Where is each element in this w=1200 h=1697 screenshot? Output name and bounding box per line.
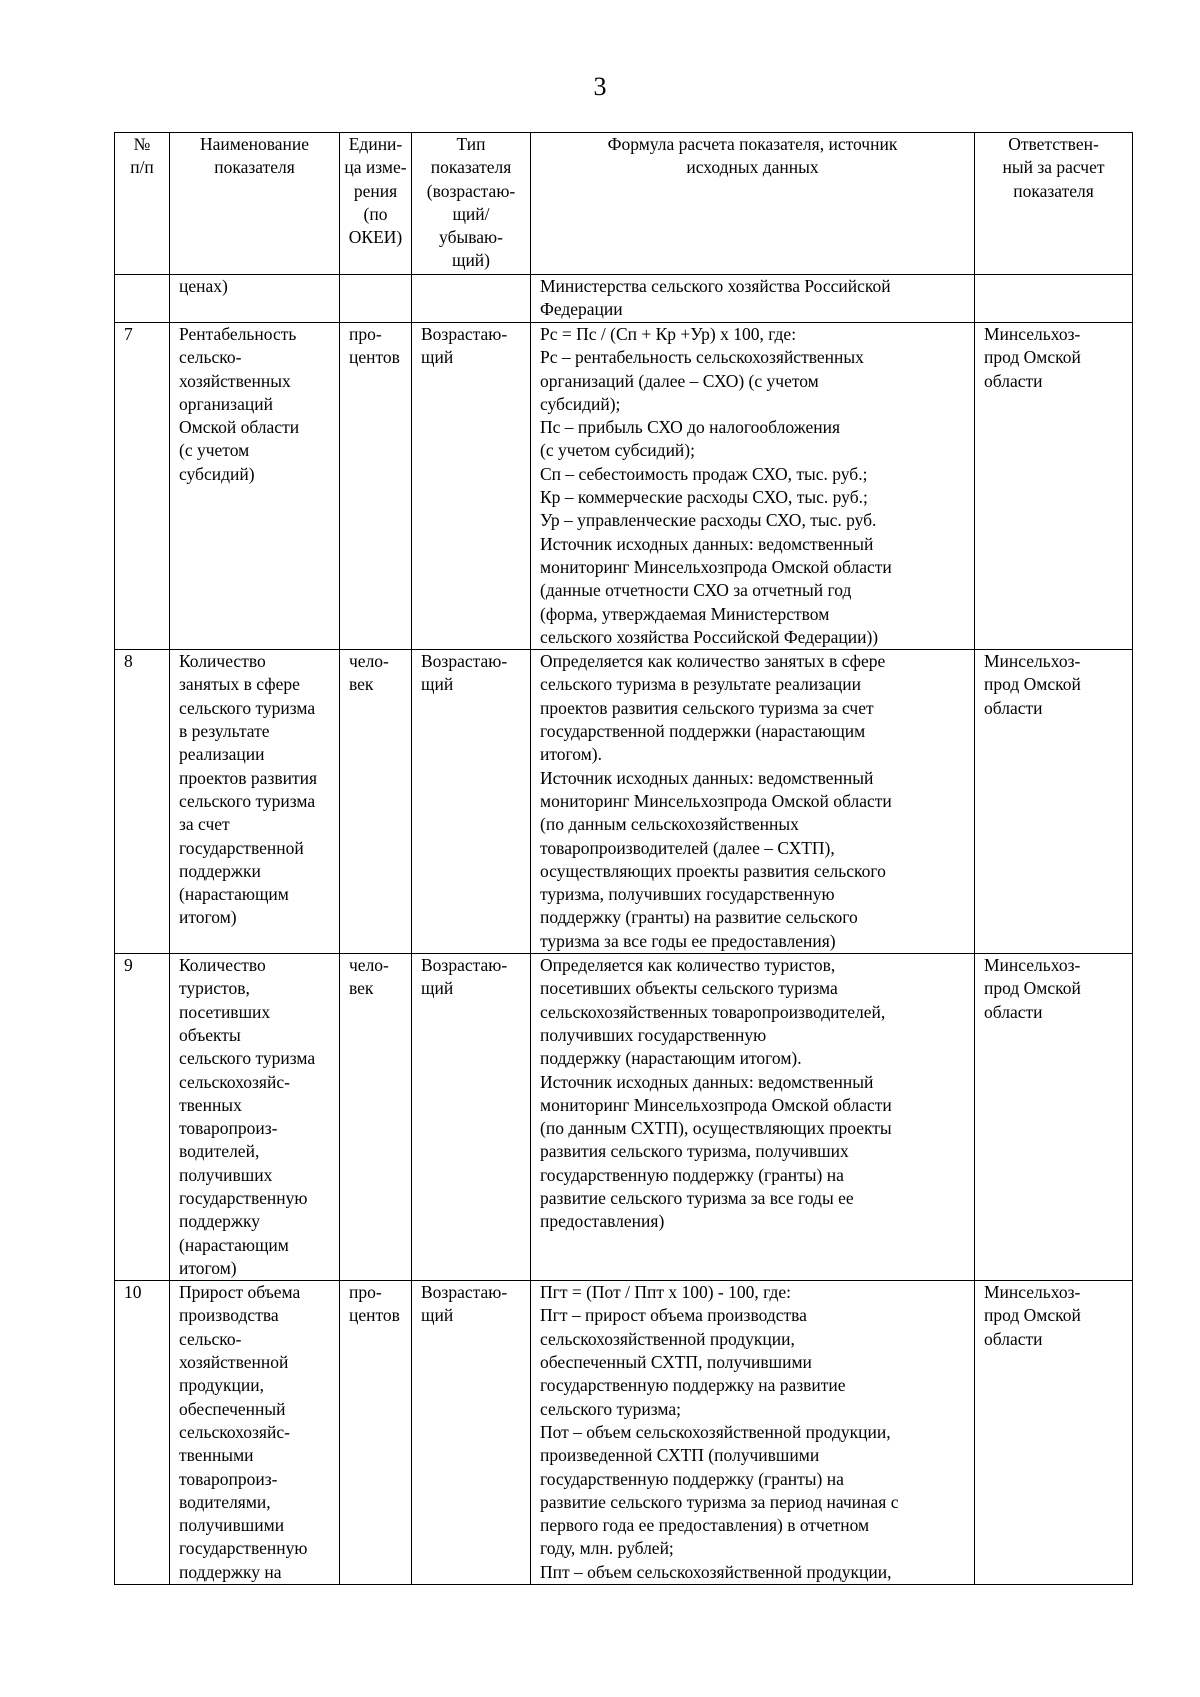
text-line: поддержки	[179, 860, 261, 881]
text-line: щий	[421, 978, 454, 999]
text-line: товаропроиз-	[179, 1468, 278, 1489]
text-line: чело-	[349, 651, 389, 672]
text-line: щий/	[452, 203, 490, 224]
text-line: (форма, утверждаемая Министерством	[540, 603, 830, 624]
text-line: Федерации	[540, 299, 623, 320]
text-line: обеспеченный	[179, 1398, 286, 1419]
text-line: (данные отчетности СХО за отчетный год	[540, 580, 852, 601]
text-line: показателя	[214, 157, 295, 178]
text-line: Количество	[179, 651, 266, 672]
text-line: (по	[363, 203, 388, 224]
text-line: Рентабельность	[179, 324, 297, 344]
text-line: сельского туризма	[179, 1048, 316, 1069]
text-line: товаропроиз-	[179, 1118, 278, 1139]
text-line: (по данным СХТП), осуществляющих проекты	[540, 1118, 892, 1139]
text-line: про-	[349, 1282, 382, 1303]
text-line: Возрастаю-	[421, 324, 508, 344]
text-line: век	[349, 674, 374, 695]
text-line: ОКЕИ)	[348, 227, 403, 248]
row-number	[115, 275, 170, 323]
text-line: объекты	[179, 1024, 241, 1045]
indicator-type	[412, 1281, 531, 1585]
text-line: государственную поддержку (гранты) на	[540, 1468, 844, 1489]
text-line: области	[984, 1328, 1043, 1349]
text-line: Пгт = (Пот / Ппт х 100) - 100, где:	[540, 1282, 791, 1303]
text-line: ный за расчет	[1002, 157, 1105, 178]
text-line: п/п	[130, 157, 154, 178]
formula	[531, 323, 975, 650]
row-number	[115, 650, 170, 954]
text-line: обеспеченный СХТП, получившими	[540, 1352, 812, 1373]
text-line: Кр – коммерческие расходы СХО, тыс. руб.;	[540, 487, 868, 508]
table-row	[115, 323, 1133, 650]
text-line: организаций	[179, 393, 273, 414]
indicator-name	[170, 650, 340, 954]
text-line: получившими	[179, 1515, 285, 1536]
text-line: про-	[349, 324, 382, 344]
text-line: Возрастаю-	[421, 651, 508, 672]
text-line: сельского хозяйства Российской Федерации))	[540, 626, 879, 647]
formula	[531, 1281, 975, 1585]
text-line: рения	[353, 180, 398, 201]
text-line: Ур – управленческие расходы СХО, тыс. руб.	[540, 510, 877, 531]
text-line: Пот – объем сельскохозяйственной продукции,	[540, 1421, 891, 1442]
text-line: итогом)	[179, 907, 237, 928]
row-number	[115, 1281, 170, 1585]
indicator-type	[412, 954, 531, 1281]
text-line: поддержку (нарастающим итогом).	[540, 1048, 802, 1069]
text-line: государственную поддержку (гранты) на	[540, 1164, 844, 1185]
text-line: щий	[421, 347, 454, 368]
text-line: 9	[124, 955, 133, 976]
text-line: посетивших объекты сельского туризма	[540, 978, 838, 999]
text-line: занятых в сфере	[179, 674, 300, 695]
text-line	[124, 275, 164, 298]
indicator-name	[170, 954, 340, 1281]
text-line: убываю-	[439, 227, 503, 248]
text-line: за счет	[179, 814, 230, 835]
text-line: водителей,	[179, 1141, 260, 1162]
text-line: Источник исходных данных: ведомственный	[540, 533, 874, 554]
text-line: сельскохозяйс-	[179, 1071, 290, 1092]
text-line: щий	[421, 674, 454, 695]
formula	[531, 275, 975, 323]
text-line: мониторинг Минсельхозпрода Омской области	[540, 556, 892, 577]
table-row	[115, 1281, 1133, 1585]
text-line: предоставления)	[540, 1211, 665, 1232]
text-line: прод Омской	[984, 978, 1081, 999]
text-line: Количество	[179, 955, 266, 976]
text-line: сельскохозяйс-	[179, 1421, 290, 1442]
unit	[340, 650, 412, 954]
text-line: №	[133, 134, 151, 154]
header-formula	[531, 133, 975, 275]
text-line: Пс – прибыль СХО до налогообложения	[540, 417, 841, 438]
indicator-name	[170, 275, 340, 323]
text-line: государственную поддержку на развитие	[540, 1375, 846, 1396]
text-line: сельского туризма	[179, 697, 316, 718]
unit	[340, 323, 412, 650]
table-row	[115, 954, 1133, 1281]
text-line: получивших	[179, 1164, 273, 1185]
unit	[340, 1281, 412, 1585]
text-line: Возрастаю-	[421, 1282, 508, 1303]
text-line	[984, 275, 1127, 298]
text-line: Едини-	[348, 134, 403, 154]
text-line: поддержку	[179, 1211, 261, 1232]
text-line: прод Омской	[984, 347, 1081, 368]
responsible	[975, 275, 1133, 323]
text-line: показателя	[430, 157, 512, 178]
text-line: щий)	[451, 250, 491, 271]
text-line: Наименование	[199, 134, 310, 154]
text-line: (по данным сельскохозяйственных	[540, 814, 799, 835]
text-line: осуществляющих проекты развития сельского	[540, 860, 886, 881]
text-line: сельского туризма в результате реализации	[540, 674, 861, 695]
text-line: центов	[349, 347, 400, 368]
text-line: исходных данных	[686, 157, 819, 178]
header-indicator-name	[170, 133, 340, 275]
formula	[531, 954, 975, 1281]
table-row	[115, 650, 1133, 954]
text-line: ценах)	[179, 276, 228, 296]
page-number: 3	[593, 72, 607, 101]
text-line: Ппт – объем сельскохозяйственной продукции,	[540, 1561, 892, 1582]
text-line: получивших государственную	[540, 1024, 767, 1045]
text-line: Тип	[456, 134, 486, 154]
row-number	[115, 954, 170, 1281]
text-line: продукции,	[179, 1375, 264, 1396]
text-line: первого года ее предоставления) в отчетном	[540, 1515, 870, 1536]
indicator-type	[412, 323, 531, 650]
text-line: государственной поддержки (нарастающим	[540, 721, 866, 742]
text-line: государственную	[179, 1187, 308, 1208]
text-line: Прирост объема	[179, 1282, 301, 1303]
text-line: произведенной СХТП (получившими	[540, 1445, 820, 1466]
indicators-table	[114, 132, 1133, 1585]
text-line: проектов развития сельского туризма за счет	[540, 697, 874, 718]
text-line: Рс – рентабельность сельскохозяйственных	[540, 347, 864, 368]
text-line: 7	[124, 324, 133, 344]
text-line: 10	[124, 1282, 142, 1303]
text-line: Минсельхоз-	[984, 651, 1081, 672]
text-line: Министерства сельского хозяйства Российской	[540, 276, 891, 296]
text-line: посетивших	[179, 1001, 271, 1022]
text-line: Минсельхоз-	[984, 955, 1081, 976]
responsible	[975, 323, 1133, 650]
text-line: Минсельхоз-	[984, 324, 1081, 344]
text-line: Рс = Пс / (Сп + Кр +Ур) х 100, где:	[540, 324, 797, 344]
text-line: сельско-	[179, 347, 242, 368]
indicator-type	[412, 275, 531, 323]
text-line: поддержку на	[179, 1561, 282, 1582]
header-number	[115, 133, 170, 275]
text-line: туризма, получивших государственную	[540, 884, 835, 905]
header-indicator-type	[412, 133, 531, 275]
text-line: сельскохозяйственной продукции,	[540, 1328, 795, 1349]
text-line: (с учетом	[179, 440, 250, 461]
text-line: Источник исходных данных: ведомственный	[540, 1071, 874, 1092]
text-line: туризма за все годы ее предоставления)	[540, 930, 836, 951]
text-line: век	[349, 978, 374, 999]
text-line: Определяется как количество туристов,	[540, 955, 836, 976]
text-line: Омской области	[179, 417, 300, 438]
text-line: Возрастаю-	[421, 955, 508, 976]
text-line: реализации	[179, 744, 265, 765]
text-line: 8	[124, 651, 133, 672]
text-line: сельского туризма	[179, 790, 316, 811]
header-unit	[340, 133, 412, 275]
text-line: прод Омской	[984, 674, 1081, 695]
text-line: туристов,	[179, 978, 250, 999]
text-line: субсидий);	[540, 393, 621, 414]
header-responsible	[975, 133, 1133, 275]
text-line: мониторинг Минсельхозпрода Омской области	[540, 1094, 892, 1115]
text-line: государственной	[179, 837, 304, 858]
text-line: Определяется как количество занятых в сфере	[540, 651, 886, 672]
row-number	[115, 323, 170, 650]
text-line: области	[984, 370, 1043, 391]
text-line: Минсельхоз-	[984, 1282, 1081, 1303]
text-line: субсидий)	[179, 463, 255, 484]
text-line: сельского туризма;	[540, 1398, 681, 1419]
text-line: твенных	[179, 1094, 242, 1115]
text-line: центов	[349, 1305, 400, 1326]
text-line: Источник исходных данных: ведомственный	[540, 767, 874, 788]
text-line: прод Омской	[984, 1305, 1081, 1326]
text-line: ца изме-	[344, 157, 407, 178]
text-line: развитие сельского туризма за период начиная с	[540, 1491, 899, 1512]
text-line: (нарастающим	[179, 884, 289, 905]
text-line: области	[984, 697, 1043, 718]
text-line: государственную	[179, 1538, 308, 1559]
text-line: итогом)	[179, 1257, 237, 1278]
responsible	[975, 650, 1133, 954]
text-line: показателя	[1013, 180, 1094, 201]
text-line: сельско-	[179, 1328, 242, 1349]
text-line: развития сельского туризма, получивших	[540, 1141, 849, 1162]
text-line: Ответствен-	[1008, 134, 1099, 154]
text-line: итогом).	[540, 744, 602, 765]
responsible	[975, 954, 1133, 1281]
text-line	[421, 275, 525, 298]
text-line: (нарастающим	[179, 1234, 289, 1255]
indicator-name	[170, 1281, 340, 1585]
text-line: году, млн. рублей;	[540, 1538, 674, 1559]
text-line: развитие сельского туризма за все годы ее	[540, 1187, 854, 1208]
text-line: проектов развития	[179, 767, 318, 788]
text-line: (с учетом субсидий);	[540, 440, 695, 461]
text-line: (возрастаю-	[426, 180, 516, 201]
formula	[531, 650, 975, 954]
text-line: сельскохозяйственных товаропроизводителей,	[540, 1001, 886, 1022]
responsible	[975, 1281, 1133, 1585]
text-line: водителями,	[179, 1491, 271, 1512]
unit	[340, 275, 412, 323]
text-line: щий	[421, 1305, 454, 1326]
indicator-name	[170, 323, 340, 650]
text-line: Формула расчета показателя, источник	[607, 134, 898, 154]
table-header-row	[115, 133, 1133, 275]
text-line: в результате	[179, 721, 270, 742]
text-line: Сп – себестоимость продаж СХО, тыс. руб.;	[540, 463, 868, 484]
text-line: организаций (далее – СХО) (с учетом	[540, 370, 819, 391]
table-row	[115, 275, 1133, 323]
text-line: твенными	[179, 1445, 254, 1466]
text-line: Пгт – прирост объема производства	[540, 1305, 807, 1326]
text-line: хозяйственной	[179, 1352, 289, 1373]
text-line: производства	[179, 1305, 279, 1326]
indicator-type	[412, 650, 531, 954]
text-line: хозяйственных	[179, 370, 291, 391]
text-line: области	[984, 1001, 1043, 1022]
text-line: чело-	[349, 955, 389, 976]
text-line: поддержку (гранты) на развитие сельского	[540, 907, 858, 928]
text-line: товаропроизводителей (далее – СХТП),	[540, 837, 835, 858]
text-line	[349, 275, 406, 298]
unit	[340, 954, 412, 1281]
text-line: мониторинг Минсельхозпрода Омской области	[540, 790, 892, 811]
